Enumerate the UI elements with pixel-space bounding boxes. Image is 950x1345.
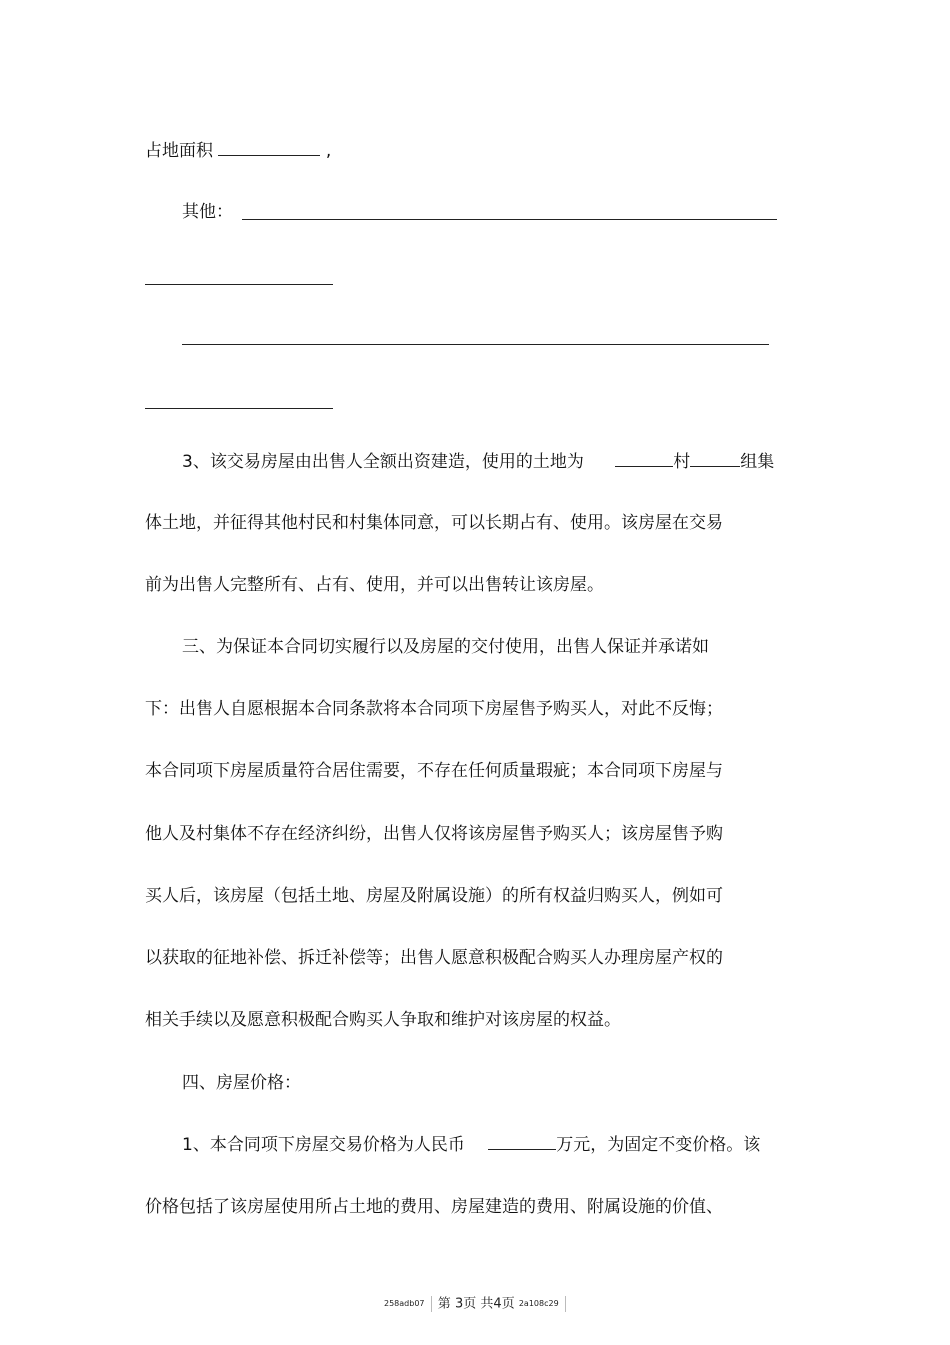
footer-hash-right: 2a108c29 [518, 1299, 559, 1308]
section4-line2: 价格包括了该房屋使用所占土地的费用、房屋建造的费用、附属设施的价值、 [145, 1197, 723, 1217]
section3-line1: 三、为保证本合同切实履行以及房屋的交付使用，出售人保证并承诺如 [182, 637, 709, 657]
price-text-b: 万元，为固定不变价格。该 [556, 1135, 761, 1155]
footer-page-total: 4 [493, 1296, 502, 1312]
area-blank [218, 139, 320, 156]
footer-total-prefix: 共 [480, 1296, 494, 1312]
other-blank-4 [145, 408, 333, 409]
footer-total-suffix: 页 [501, 1296, 515, 1312]
para3-text-a: 3、该交易房屋由出售人全额出资建造，使用的土地为 [182, 452, 584, 472]
section3-line5: 买人后，该房屋（包括土地、房屋及附属设施）的所有权益归购买人，例如可 [145, 886, 723, 906]
price-blank [488, 1133, 556, 1150]
other-line [182, 200, 233, 224]
village-blank [615, 450, 673, 467]
para3-line2: 体土地，并征得其他村民和村集体同意，可以长期占有、使用。该房屋在交易 [145, 513, 723, 533]
page-footer [384, 1295, 568, 1314]
footer-hash-left: 258adb07 [384, 1299, 425, 1308]
section3-line6: 以获取的征地补偿、拆迁补偿等；出售人愿意积极配合购买人办理房屋产权的 [145, 948, 723, 968]
footer-page-suffix: 页 [463, 1296, 477, 1312]
para3-line3: 前为出售人完整所有、占有、使用，并可以出售转让该房屋。 [145, 575, 604, 595]
footer-page-current: 3 [454, 1296, 464, 1312]
footer-page-prefix: 第 [437, 1296, 451, 1312]
section3-line2: 下：出售人自愿根据本合同条款将本合同项下房屋售予购买人，对此不反悔； [145, 699, 723, 719]
area-line [145, 139, 331, 163]
section4-heading: 四、房屋价格： [182, 1073, 301, 1093]
other-blank-3 [182, 344, 769, 345]
area-tail: , [325, 141, 332, 161]
section3-line3: 本合同项下房屋质量符合居住需要，不存在任何质量瑕疵；本合同项下房屋与 [145, 761, 723, 781]
area-label: 占地面积 [145, 141, 213, 161]
section3-line4: 他人及村集体不存在经济纠纷，出售人仅将该房屋售予购买人；该房屋售予购 [145, 824, 723, 844]
group-blank [690, 450, 740, 467]
price-text-a: 1、本合同项下房屋交易价格为人民币 [182, 1135, 465, 1155]
other-label: 其他： [182, 202, 233, 222]
footer-divider-left [431, 1296, 432, 1312]
section3-line7: 相关手续以及愿意积极配合购买人争取和维护对该房屋的权益。 [145, 1010, 621, 1030]
para3-text-b: 村 [673, 452, 691, 472]
para3-text-c: 组集 [740, 452, 775, 472]
section4-line1 [182, 1133, 760, 1157]
other-blank-1 [242, 219, 777, 220]
other-blank-2 [145, 284, 333, 285]
footer-divider-right [565, 1296, 566, 1312]
para3-line1 [182, 450, 774, 474]
